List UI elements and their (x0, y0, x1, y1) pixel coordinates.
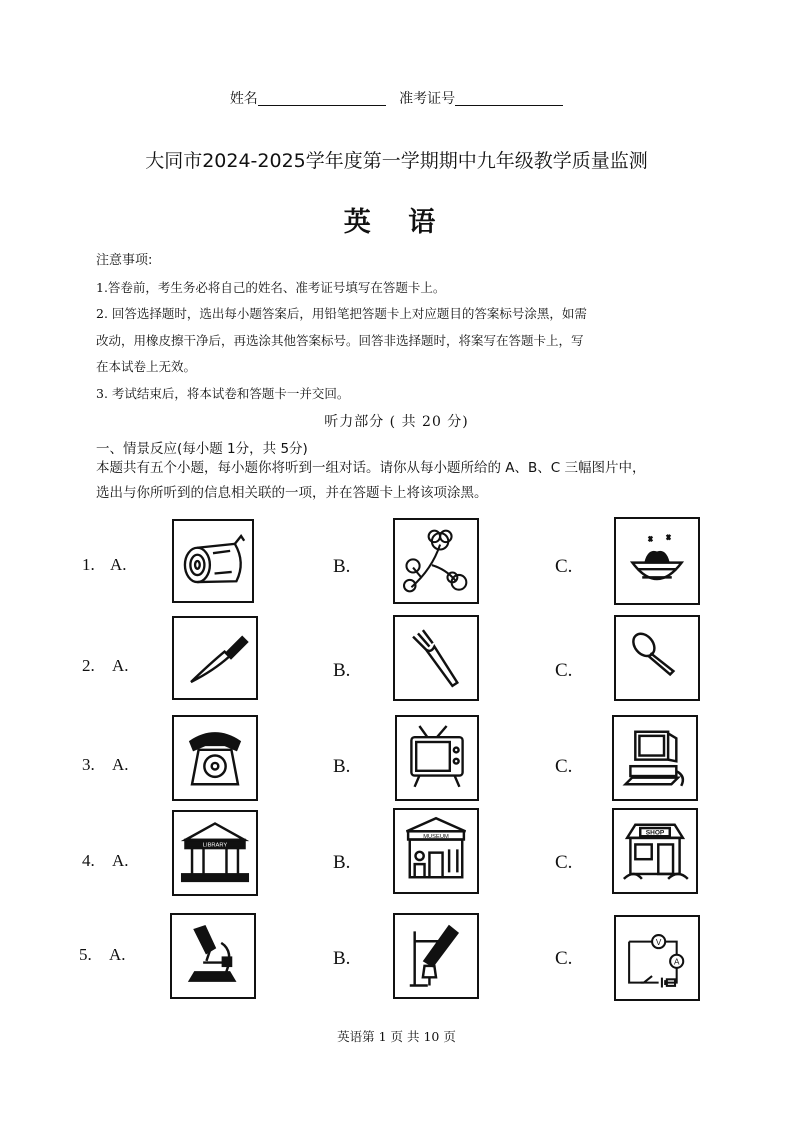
museum-sign-text: MUSEUM (423, 833, 449, 840)
knife-icon[interactable] (172, 616, 258, 700)
instruction-line-1: 本题共有五个小题，每小题你将听到一组对话。请你从每小题所给的 A、B、C 三幅图片中， (96, 460, 646, 476)
option-b-label: B. (333, 852, 351, 873)
option-b-label: B. (333, 660, 351, 681)
microscope-icon[interactable] (170, 913, 256, 999)
notes-item-2-line-2: 改动，用橡皮擦干净后，再选涂其他答案标号。回答非选择题时，将案写在答题卡上，写 (96, 332, 584, 348)
notes-item-2-line-3: 在本试卷上无效。 (96, 359, 197, 374)
option-a-label: A. (112, 755, 129, 774)
television-icon[interactable] (395, 715, 479, 801)
option-b-label: B. (333, 756, 351, 777)
ammeter-label: A (673, 957, 680, 967)
notes-heading: 注意事项: (96, 253, 153, 268)
library-sign-text: LIBRARY (202, 842, 228, 849)
cotton-icon[interactable] (393, 518, 479, 604)
option-a-label: A. (112, 851, 129, 870)
question-number: 4. (82, 851, 95, 870)
option-c-label: C. (555, 756, 573, 777)
question-number: 2. (82, 656, 95, 675)
option-c-label: C. (555, 948, 573, 969)
question-number: 1. (82, 555, 95, 574)
page-footer: 英语第 1 页 共 10 页 (337, 1029, 456, 1044)
option-c-label: C. (555, 556, 573, 577)
id-label: 准考证号 (399, 91, 456, 107)
telephone-icon[interactable] (172, 715, 258, 801)
option-a-label: A. (112, 656, 129, 675)
option-c-label: C. (555, 660, 573, 681)
option-a-label: A. (110, 555, 127, 574)
id-blank (455, 91, 563, 106)
section-title: 一、情景反应(每小题 1分，共 5分) (96, 441, 308, 457)
computer-icon[interactable] (612, 715, 698, 801)
gold-ingot-basket-icon[interactable] (614, 517, 700, 605)
spoon-icon[interactable] (614, 615, 700, 701)
voltmeter-label: V (655, 937, 662, 947)
shop-building-icon[interactable] (612, 808, 698, 894)
exam-title: 大同市2024-2025学年度第一学期期中九年级教学质量监测 (145, 150, 648, 172)
option-b-label: B. (333, 556, 351, 577)
log-icon[interactable] (172, 519, 254, 603)
question-number: 3. (82, 755, 95, 774)
fork-icon[interactable] (393, 615, 479, 701)
listening-part-title: 听力部分 ( 共 20 分) (324, 414, 469, 430)
notes-item-1: 1.答卷前，考生务必将自己的姓名、准考证号填写在答题卡上。 (96, 279, 446, 295)
name-label: 姓名 (229, 91, 258, 107)
instruction-line-2: 选出与你所听到的信息相关联的一项，并在答题卡上将该项涂黑。 (96, 485, 488, 501)
instructions-block (96, 248, 706, 407)
name-blank (258, 91, 386, 106)
museum-building-icon[interactable] (393, 808, 479, 894)
section-instruction (96, 456, 706, 506)
circuit-diagram-icon[interactable] (614, 915, 700, 1001)
notes-item-2-line-1: 2. 回答选择题时，选出每小题答案后，用铅笔把答题卡上对应题目的答案标号涂黑，如需 (96, 306, 587, 321)
lab-apparatus-icon[interactable] (393, 913, 479, 999)
notes-item-3: 3. 考试结束后，将本试卷和答题卡一并交回。 (96, 385, 350, 401)
option-c-label: C. (555, 852, 573, 873)
option-b-label: B. (333, 948, 351, 969)
shop-sign-text: SHOP (645, 829, 665, 837)
option-a-label: A. (109, 945, 126, 964)
question-number: 5. (79, 945, 92, 964)
candidate-info-line (0, 88, 793, 108)
library-building-icon[interactable] (172, 810, 258, 896)
subject-title: 英 语 (343, 207, 450, 238)
